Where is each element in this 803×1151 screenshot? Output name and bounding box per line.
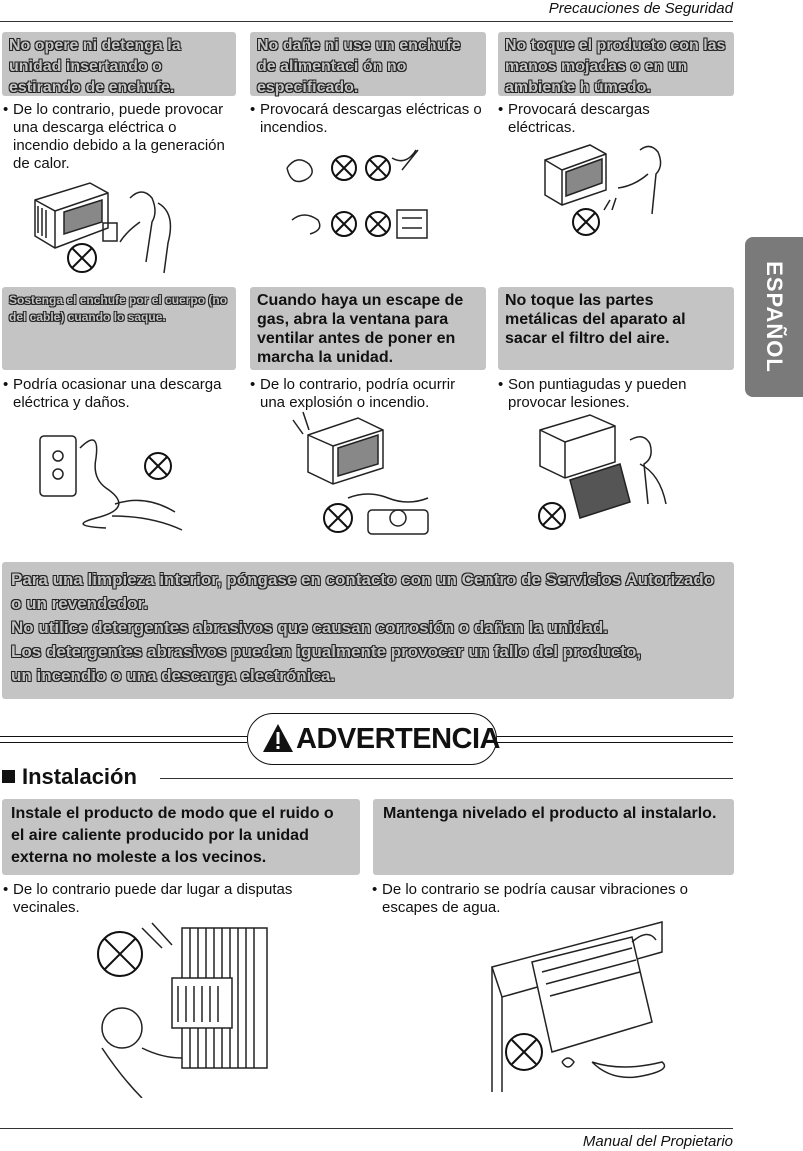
footer-divider <box>0 1128 733 1129</box>
bullet-level: • De lo contrario se podría causar vibraciones o escapes de agua. <box>372 881 688 916</box>
illustration-tilted-unit <box>482 912 682 1097</box>
bullet-plug-operation: • De lo contrario, puede provocar una descarga eléctrica o incendio debido a la generación de calor. <box>3 101 225 172</box>
bullet-metal-parts: • Son puntiagudas y pueden provocar lesiones. <box>498 376 687 411</box>
language-tab-label: ESPAÑOL <box>762 261 787 373</box>
install-box-level: Mantenga nivelado el producto al instalarlo. <box>373 799 734 875</box>
illustration-wet-hands <box>540 140 680 250</box>
caution-box-wet-hands: No toque el producto con las manos mojadas o en un ambiente h úmedo. <box>498 32 734 96</box>
bullet-gas-leak: • De lo contrario, podría ocurrir una explosión o incendio. <box>250 376 456 411</box>
warning-divider <box>0 713 733 769</box>
cleaning-notice-line-1: Para una limpieza interior, póngase en contacto con un Centro de Servicios Autorizado <box>11 570 715 589</box>
bullet-hold-plug: • Podría ocasionar una descarga eléctrica y daños. <box>3 376 222 411</box>
illustration-gas-leak <box>288 410 438 540</box>
bullet-neighbors: • De lo contrario puede dar lugar a disputas vecinales. <box>3 881 293 916</box>
warning-badge <box>247 713 500 765</box>
install-box-neighbors: Instale el producto de modo que el ruido o el aire caliente producido por la unidad externa no moleste a los vecinos. <box>2 799 360 875</box>
illustration-pulling-cord <box>20 418 200 536</box>
warning-triangle-icon <box>262 723 294 753</box>
illustration-removing-filter <box>530 410 680 535</box>
page-header-title: Precauciones de Seguridad <box>548 0 733 17</box>
language-tab <box>745 237 803 397</box>
cleaning-notice-line-5: un incendio o una descarga electrónica. <box>11 666 336 685</box>
illustration-noise-neighbors <box>82 918 282 1098</box>
caution-box-unspecified-plug: No dañe ni use un enchufe de alimentaci ón no especificado. <box>250 32 486 96</box>
section-bullet-square <box>2 770 15 783</box>
illustration-damaged-plugs <box>282 140 442 250</box>
cleaning-notice-line-4: Los detergentes abrasivos pueden igualmente provocar un fallo del producto, <box>11 642 642 661</box>
caution-box-gas-leak: Cuando haya un escape de gas, abra la ventana para ventilar antes de poner en marcha la unidad. <box>250 287 486 370</box>
section-title-rule <box>160 778 733 779</box>
bullet-unspecified-plug: • Provocará descargas eléctricas o incendios. <box>250 101 482 136</box>
section-title-installation: Instalación <box>2 764 137 790</box>
page-footer-title: Manual del Propietario <box>582 1133 733 1150</box>
cleaning-notice-box <box>2 562 734 699</box>
warning-label: ADVERTENCIA <box>296 723 500 755</box>
cleaning-notice-line-3: No utilice detergentes abrasivos que causan corrosión o dañan la unidad. <box>11 618 609 637</box>
caution-box-hold-plug: Sostenga el enchufe por el cuerpo (no del cable) cuando lo saque. <box>2 287 236 370</box>
illustration-unplugging-unit <box>30 178 200 278</box>
bullet-wet-hands: • Provocará descargas eléctricas. <box>498 101 650 136</box>
caution-box-metal-parts: No toque las partes metálicas del aparato al sacar el filtro del aire. <box>498 287 734 370</box>
caution-box-plug-operation: No opere ni detenga la unidad insertando o estirando de enchufe. <box>2 32 236 96</box>
header-divider <box>0 21 733 22</box>
cleaning-notice-line-2: o un revendedor. <box>11 594 148 613</box>
